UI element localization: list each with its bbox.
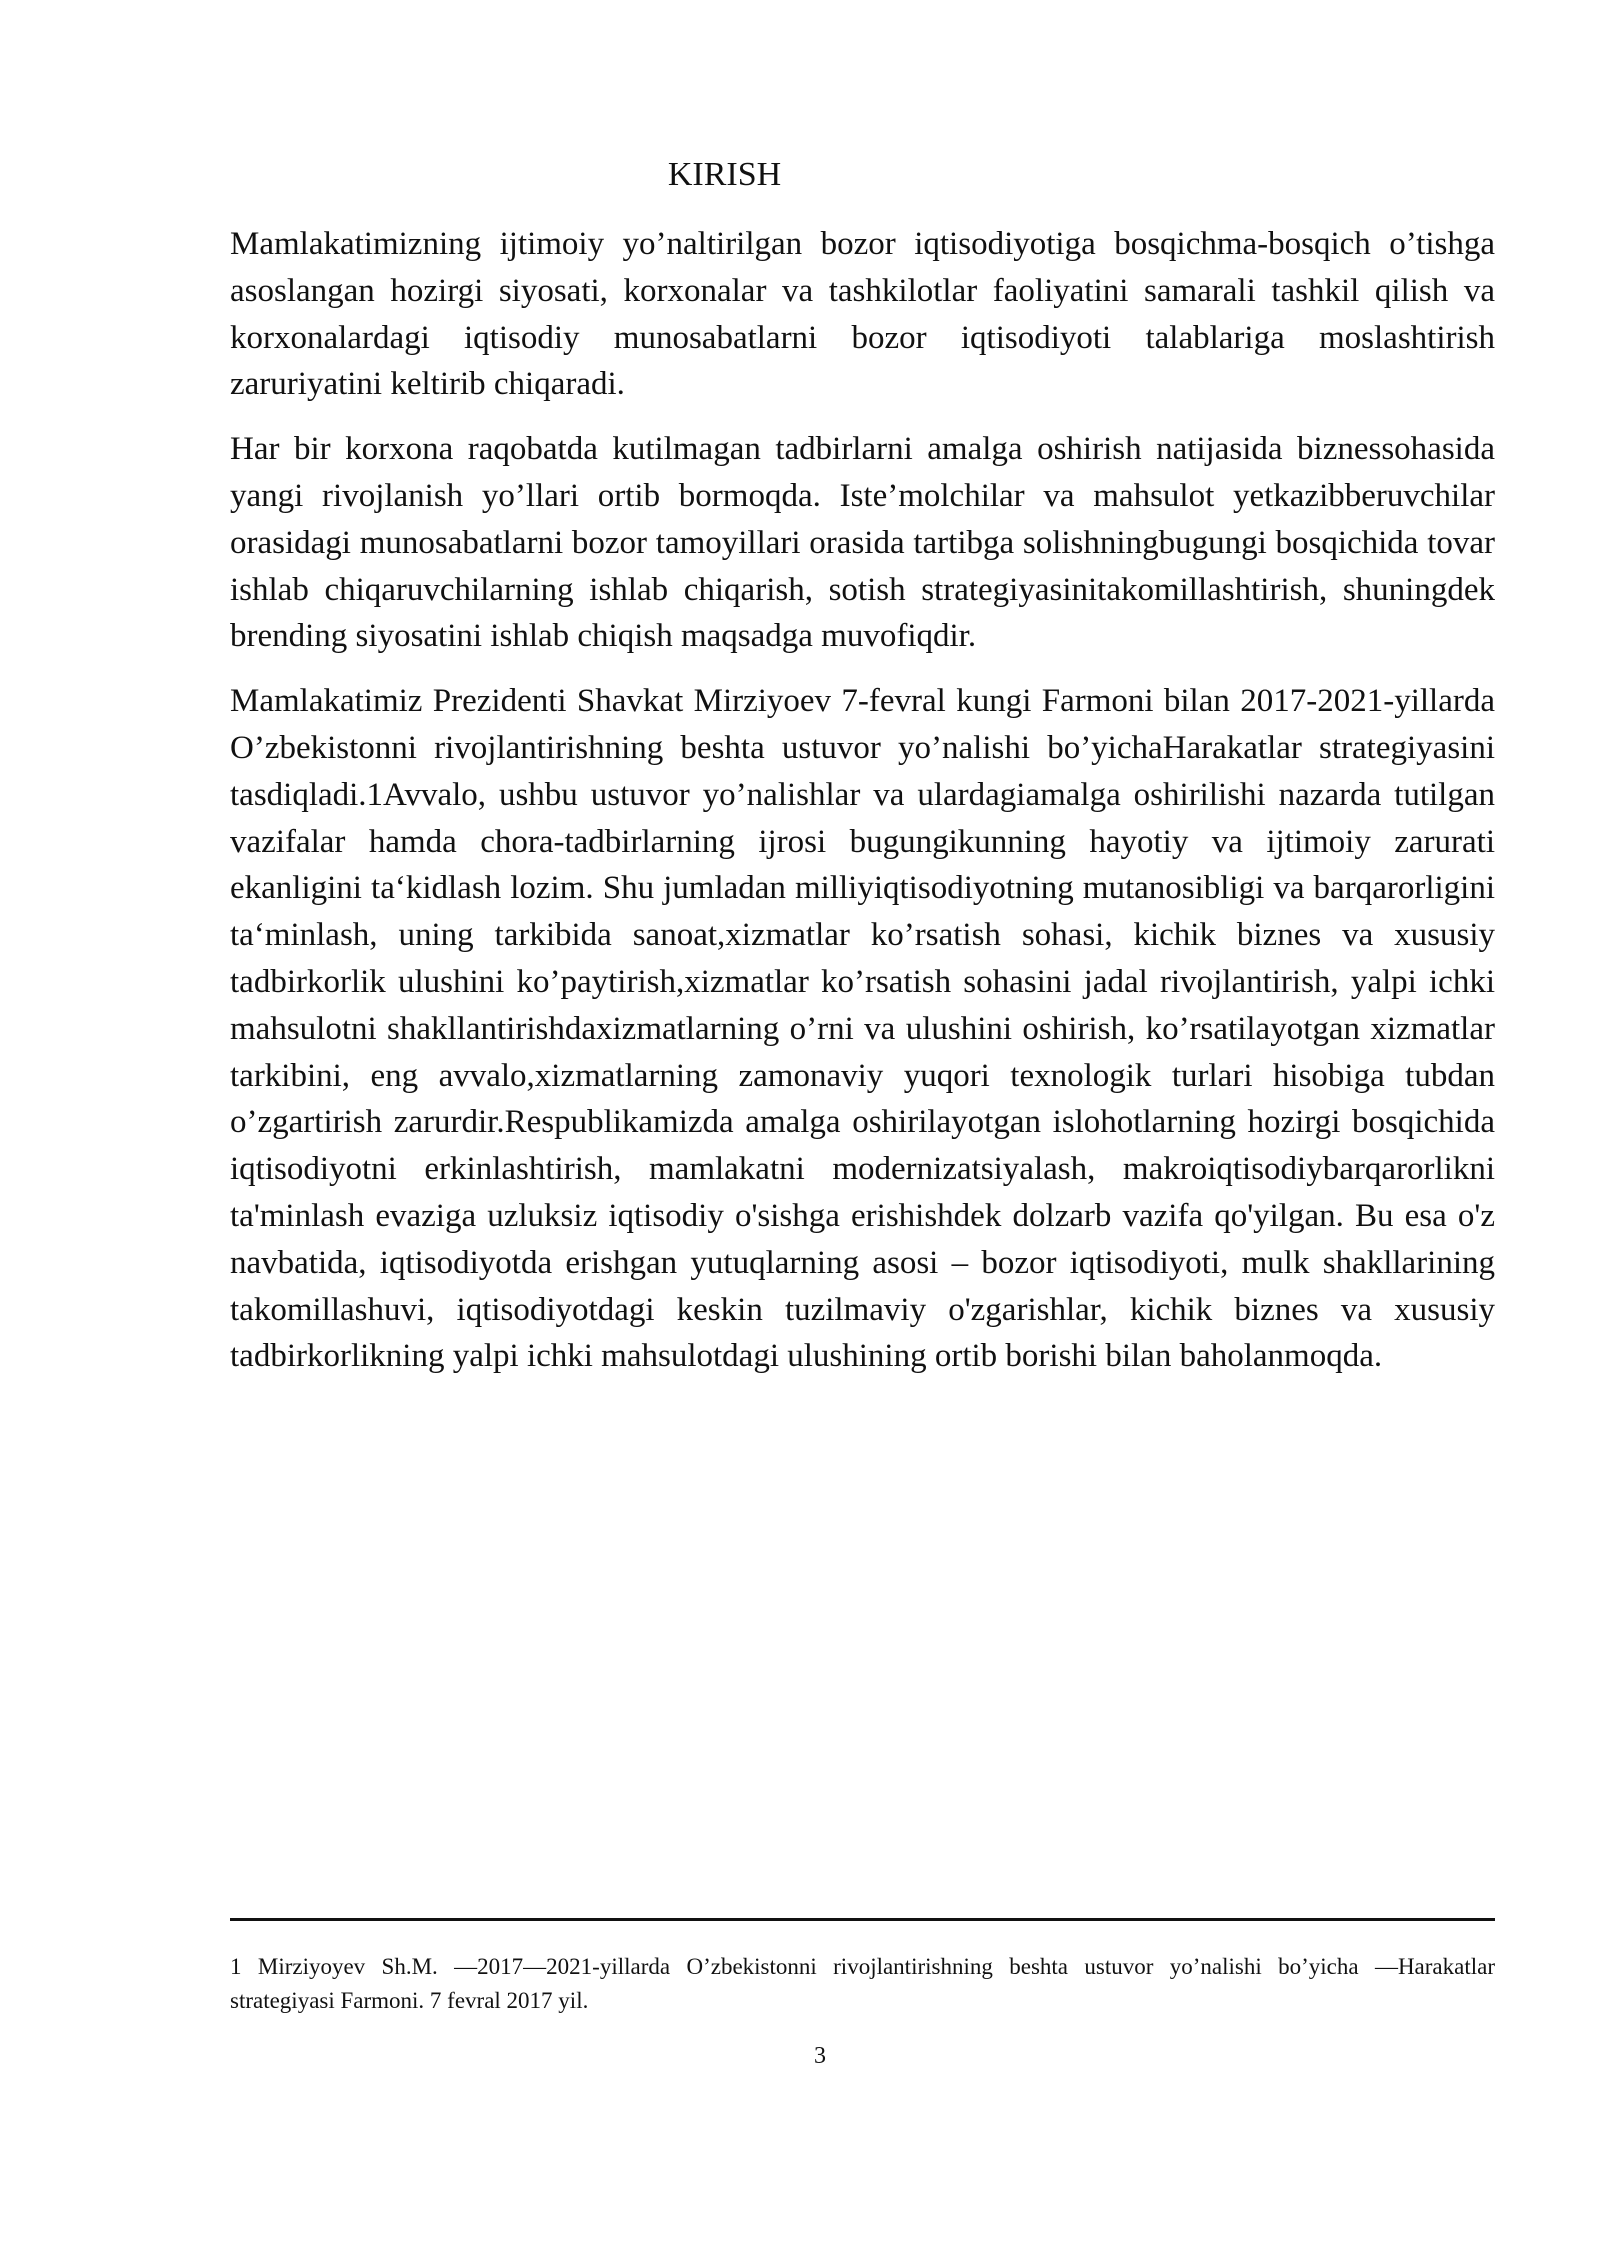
page-number: 3 — [814, 2043, 826, 2069]
paragraph-2: Har bir korxona raqobatda kutilmagan tadbirlarni amalga oshirish natijasida biznessohasida yangi rivojlanish yo’llari ortib bormoqda. Iste’molchilar va mahsulot yetkazibberuvchilar orasidagi munosabatlarni bozor tamoyillari orasida tartibga solishningbugungi bosqichida tovar ishlab chiqaruvchilarning ishlab chiqarish, sotish strategiyasinitakomillashtirish, shuningdek brending siyosatini ishlab chiqish maqsadga muvofiqdir. — [230, 431, 1495, 655]
body-text — [230, 221, 1495, 1398]
paragraph-1: Mamlakatimizning ijtimoiy yo’naltirilgan bozor iqtisodiyotiga bosqichma-bosqich o’tishga asoslangan hozirgi siyosati, korxonalar va tashkilotlar faoliyatini samarali tashkil qilish va korxonalardagi iqtisodiy munosabatlarni bozor iqtisodiyoti talablariga moslashtirish zaruriyatini keltirib chiqaradi. — [230, 226, 1495, 403]
footnote: 1 Mirziyoyev Sh.M. ―2017―2021-yillarda O’zbekistonni rivojlantirishning beshta ustuvor yo’nalishi bo’yicha ―Harakatlar strategiyasi Farmoni. 7 fevral 2017 yil. — [230, 1954, 1495, 2013]
section-heading: KIRISH — [667, 156, 782, 193]
footnote-divider — [230, 1918, 1495, 1921]
paragraph-3: Mamlakatimiz Prezidenti Shavkat Mirziyoev 7-fevral kungi Farmoni bilan 2017-2021-yillarda O’zbekistonni rivojlantirishning beshta ustuvor yo’nalishi bo’yichaHarakatlar strategiyasini tasdiqladi.1Avvalo, ushbu ustuvor yo’nalishlar va ulardagiamalga oshirilishi nazarda tutilgan vazifalar hamda chora-tadbirlarning ijrosi bugungikunning hayotiy va ijtimoiy zarurati ekanligini ta‘kidlash lozim. Shu jumladan milliyiqtisodiyotning mutanosibligi va barqarorligini ta‘minlash, uning tarkibida sanoat,xizmatlar ko’rsatish sohasi, kichik biznes va xususiy tadbirkorlik ulushini ko’paytirish,xizmatlar ko’rsatish sohasini jadal rivojlantirish, yalpi ichki mahsulotni shakllantirishdaxizmatlarning o’rni va ulushini oshirish, ko’rsatilayotgan xizmatlar tarkibini, eng avvalo,xizmatlarning zamonaviy yuqori texnologik turlari hisobiga tubdan o’zgartirish zarurdir.Respublikamizda amalga oshirilayotgan islohotlarning hozirgi bosqichida iqtisodiyotni erkinlashtirish, mamlakatni modernizatsiyalash, makroiqtisodiybarqarorlikni ta'minlash evaziga uzluksiz iqtisodiy o'sishga erishishdek dolzarb vazifa qo'yilgan. Bu esa o'z navbatida, iqtisodiyotda erishgan yutuqlarning asosi – bozor iqtisodiyoti, mulk shakllarining takomillashuvi, iqtisodiyotdagi keskin tuzilmaviy o'zgarishlar, kichik biznes va xususiy tadbirkorlikning yalpi ichki mahsulotdagi ulushining ortib borishi bilan baholanmoqda. — [230, 683, 1495, 1375]
